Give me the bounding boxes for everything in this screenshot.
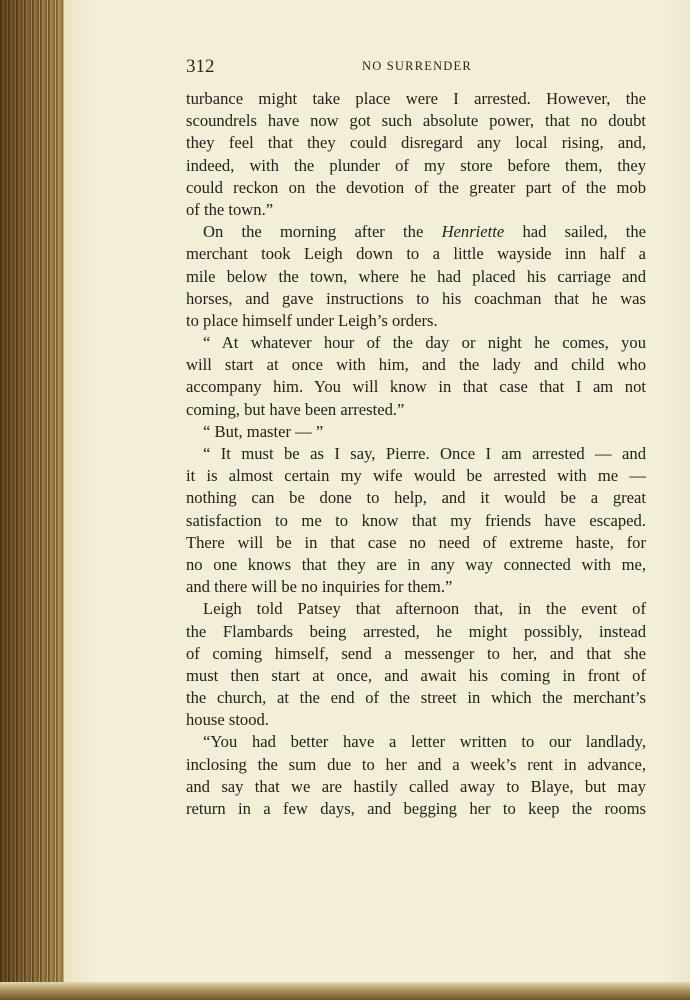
page-number: 312 <box>186 56 215 77</box>
text-line <box>186 221 646 243</box>
text-body <box>186 88 646 820</box>
text-line: coming, but have been arrested.” <box>186 399 405 419</box>
text-line: nothing can be done to help, and it would be a great <box>186 488 646 508</box>
text-segment: had sailed, the <box>522 222 647 242</box>
text-line: could reckon on the devotion of the greater part of the mob <box>186 177 646 197</box>
text-line: indeed, with the plunder of my store before them, they <box>186 155 646 175</box>
text-line: turbance might take place were I arrested. However, the <box>186 89 646 108</box>
ship-name: Henriette <box>441 222 505 242</box>
text-line: “You had better have a letter written to our landlady, <box>203 732 646 752</box>
text-line: accompany him. You will know in that case that I am not <box>186 377 646 397</box>
text-line: merchant took Leigh down to a little wayside inn half a <box>186 244 646 264</box>
text-line: and say that we are hastily called away to Blaye, but may <box>186 776 646 796</box>
text-line: horses, and gave instructions to his coachman that he was <box>186 288 646 308</box>
text-line: it is almost certain my wife would be arrested with me — <box>186 466 646 486</box>
text-line: the Flambards being arrested, he might possibly, instead <box>186 621 646 641</box>
text-line: and there will be no inquiries for them.” <box>186 577 453 597</box>
text-line: to place himself under Leigh’s orders. <box>186 310 438 330</box>
text-line: mile below the town, where he had placed his carriage and <box>186 266 646 286</box>
text-line: of coming himself, send a messenger to her, and that she <box>186 643 646 663</box>
text-line: There will be in that case no need of extreme haste, for <box>186 532 646 552</box>
text-line: must then start at once, and await his coming in front of <box>186 665 646 685</box>
text-line: scoundrels have now got such absolute power, that no doubt <box>186 111 646 131</box>
text-line: no one knows that they are in any way connected with me, <box>186 554 646 574</box>
text-line: “ But, master — ” <box>203 421 324 441</box>
binding-shadow <box>0 0 68 1000</box>
text-line: of the town.” <box>186 199 274 219</box>
text-line: the church, at the end of the street in which the merchant’s <box>186 688 646 708</box>
page-header <box>186 56 646 78</box>
text-line: Leigh told Patsey that afternoon that, in the event of <box>203 599 646 619</box>
text-line: “ It must be as I say, Pierre. Once I am arrested — and <box>203 444 646 463</box>
text-line: they feel that they could disregard any local rising, and, <box>186 133 646 153</box>
running-head: NO SURRENDER <box>362 59 472 73</box>
page-bottom-edge <box>0 982 690 1000</box>
text-line: house stood. <box>186 710 269 730</box>
text-line: satisfaction to me to know that my friends have escaped. <box>186 510 646 530</box>
text-line: inclosing the sum due to her and a week’s rent in advance, <box>186 754 646 774</box>
text-line: will start at once with him, and the lady and child who <box>186 355 646 375</box>
text-line: “ At whatever hour of the day or night he comes, you <box>203 333 646 353</box>
text-line: return in a few days, and begging her to keep the rooms <box>186 799 646 818</box>
text-segment: On the morning after the <box>203 222 424 242</box>
